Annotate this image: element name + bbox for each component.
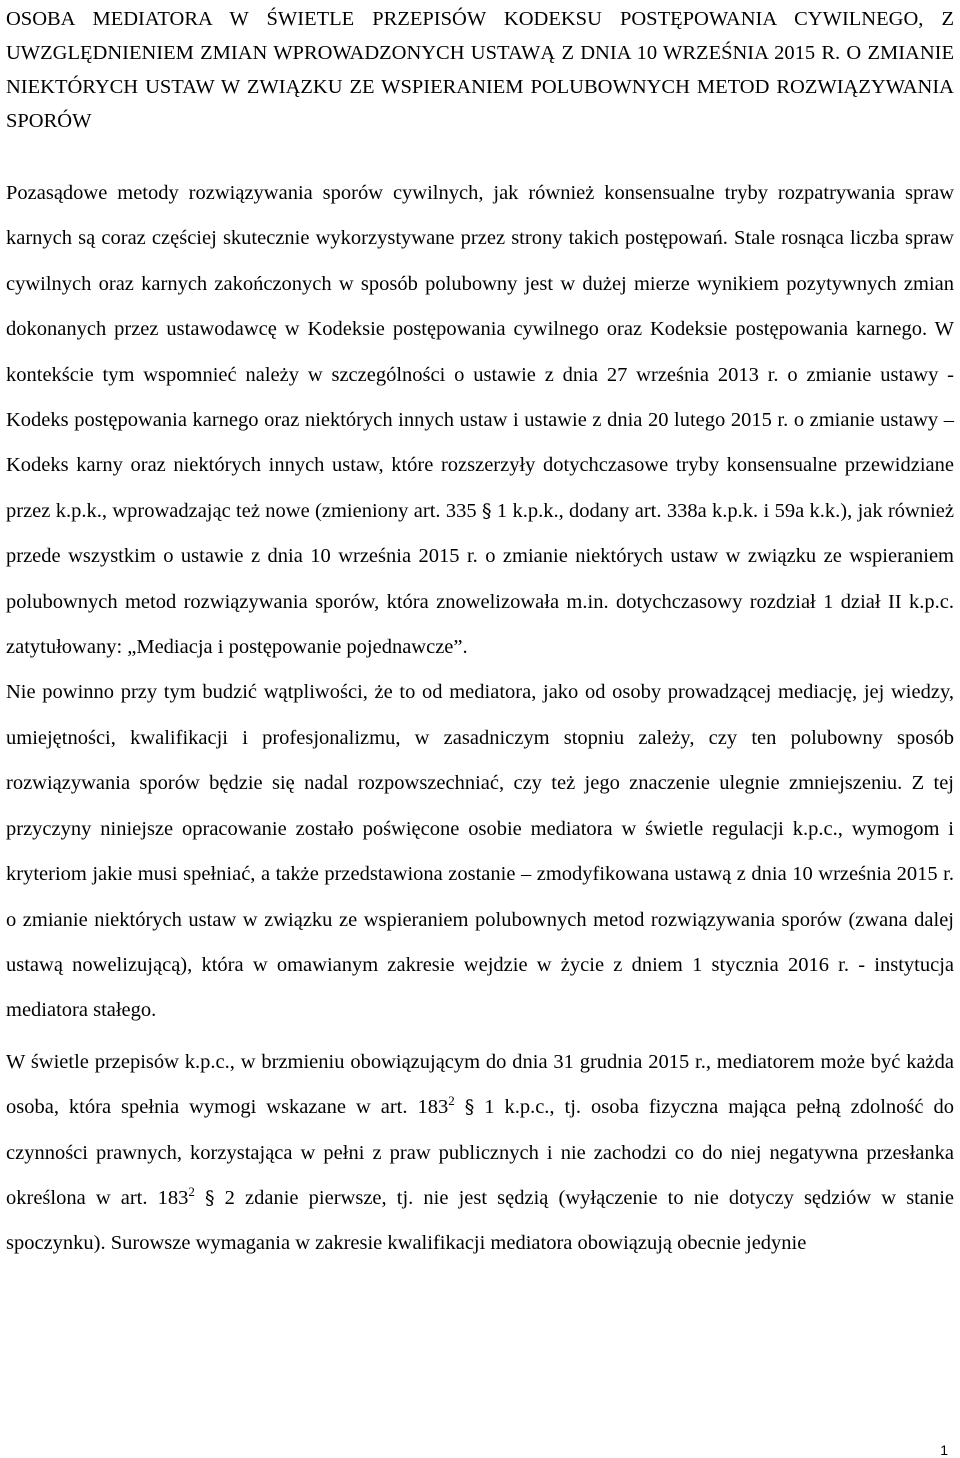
section-symbol: § (464, 1096, 475, 1119)
page-number: 1 (940, 1442, 948, 1458)
paragraph-text: Pozasądowe metody rozwiązywania sporów cywilnych, jak również konsensualne tryby rozpatrywania spraw karnych są coraz częściej skutecznie wykorzystywane przez strony takich postępowań. Stale rosnąca liczba spraw cywilnych oraz karnych zakończonych w sposób polubowny jest w dużej mierze wynikiem pozytywnych zmian dokonanych przez ustawodawcę w Kodeksie postępowania cywilnego oraz Kodeksie postępowania karnego. W kontekście tym wspomnieć należy w szczególności o ustawie z dnia 27 września 2013 r. o zmianie ustawy - Kodeks postępowania karnego oraz niektórych innych ustaw i ustawie z dnia 20 lutego 2015 r. o zmianie ustawy – Kodeks karny oraz niektórych innych ustaw, które rozszerzyły dotychczasowe tryby konsensualne przewidziane przez k.p.k., wprowadzając też nowe (zmieniony art. 335 (6, 182, 954, 522)
paragraph-text (195, 1187, 205, 1209)
paragraph-mediator-role (6, 670, 954, 1033)
document-title (6, 2, 954, 138)
paragraph-text: 1 k.p.k., dodany art. 338a k.p.k. i 59a k.k.), jak również przede wszystkim o ustawie z dnia 10 września 2015 r. o zmianie niektórych ustaw w związku ze wspieraniem polubownych metod rozwiązywania sporów, która znowelizowała m.in. dotychczasowy rozdział 1 dział II k.p.c. zatytułowany: „Mediacja i postępowanie pojednawcze”. (6, 499, 954, 659)
article-superscript: 2 (448, 1093, 455, 1109)
paragraph-kpc-requirements (6, 1040, 954, 1267)
paragraph-text (455, 1096, 465, 1118)
section-symbol: § (481, 499, 492, 522)
paragraph-intro (6, 171, 954, 670)
section-symbol: § (205, 1186, 215, 1209)
paragraph-text: W świetle przepisów k.p.c., w brzmieniu obowiązującym do dnia 31 grudnia 2015 r., mediatorem może być każda osoba, która spełnia wymogi wskazane w art. 183 (6, 1050, 954, 1119)
article-superscript: 2 (188, 1183, 195, 1199)
paragraph-text: 1 k.p.c., tj. osoba fizyczna mająca pełną zdolność do czynności prawnych, korzystająca w pełni z praw publicznych i nie zachodzi co do niej negatywna przesłanka określona w art. 183 (6, 1096, 954, 1209)
title-text: OSOBA MEDIATORA W ŚWIETLE PRZEPISÓW KODEKSU POSTĘPOWANIA CYWILNEGO, Z UWZGLĘDNIENIEM ZMIAN WPROWADZONYCH USTAWĄ Z DNIA 10 WRZEŚNIA 2015 R. O ZMIANIE NIEKTÓRYCH USTAW W ZWIĄZKU ZE WSPIERANIEM POLUBOWNYCH METOD ROZWIĄZYWANIA SPORÓW (6, 8, 954, 132)
paragraph-text: Nie powinno przy tym budzić wątpliwości, że to od mediatora, jako od osoby prowadzącej mediację, jej wiedzy, umiejętności, kwalifikacji i profesjonalizmu, w zasadniczym stopniu zależy, czy ten polubowny sposób rozwiązywania sporów będzie się nadal rozpowszechniać, czy też jego znaczenie ulegnie zmniejszeniu. Z tej przyczyny niniejsze opracowanie zostało poświęcone osobie mediatora w świetle regulacji k.p.c., wymogom i kryteriom jakie musi spełniać, a także przedstawiona zostanie – zmodyfikowana ustawą z dnia 10 września 2015 r. o zmianie niektórych ustaw w związku ze wspieraniem polubownych metod rozwiązywania sporów (zwana dalej ustawą nowelizującą), która w omawianym zakresie wejdzie w życie z dniem 1 stycznia 2016 r. - instytucja mediatora stałego. (6, 681, 954, 1022)
paragraph-text: 2 zdanie pierwsze, tj. nie jest sędzią (wyłączenie to nie dotyczy sędziów w stanie spoczynku). Surowsze wymagania w zakresie kwalifikacji mediatora obowiązują obecnie jedynie (6, 1186, 955, 1255)
document-page (6, 0, 954, 1456)
